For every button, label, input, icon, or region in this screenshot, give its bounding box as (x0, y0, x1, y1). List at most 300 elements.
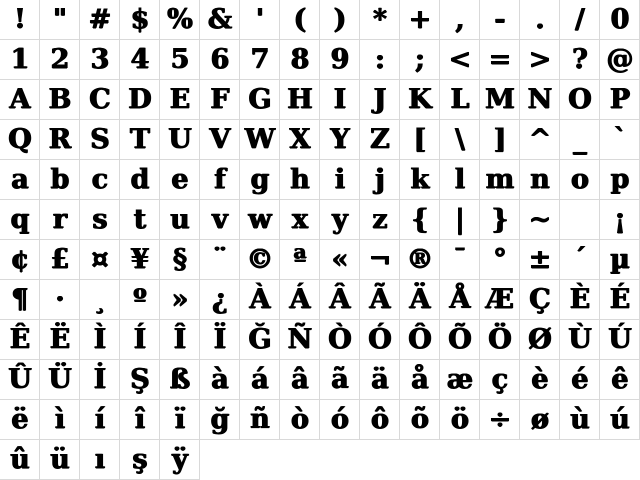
glyph-row (0, 40, 640, 80)
glyph-cell[interactable] (480, 0, 520, 40)
glyph-cell[interactable] (40, 400, 80, 440)
glyph-cell[interactable] (600, 200, 640, 240)
glyph-cell[interactable] (120, 80, 160, 120)
glyph-cell[interactable] (360, 200, 400, 240)
glyph-cell[interactable] (160, 160, 200, 200)
glyph-cell[interactable] (520, 320, 560, 360)
glyph: ¯ (453, 243, 466, 275)
glyph: X (289, 123, 310, 155)
glyph-cell[interactable] (440, 200, 480, 240)
glyph: ! (14, 3, 25, 35)
glyph-cell[interactable] (400, 400, 440, 440)
glyph: 8 (290, 43, 309, 75)
glyph: ï (174, 403, 185, 435)
glyph-row (0, 120, 640, 160)
glyph-cell[interactable] (360, 40, 400, 80)
glyph-cell[interactable] (360, 120, 400, 160)
glyph: ó (330, 403, 348, 435)
glyph-cell[interactable] (480, 40, 520, 80)
glyph-cell[interactable] (40, 280, 80, 320)
glyph-cell[interactable] (600, 400, 640, 440)
glyph-cell[interactable] (360, 320, 400, 360)
glyph-cell[interactable] (200, 280, 240, 320)
glyph: " (52, 3, 67, 35)
glyph: l (454, 163, 465, 195)
glyph: ì (54, 403, 65, 435)
glyph: p (610, 163, 629, 195)
glyph-cell[interactable] (440, 280, 480, 320)
glyph-cell[interactable] (80, 120, 120, 160)
glyph: æ (446, 363, 473, 395)
glyph: Ç (529, 283, 550, 315)
glyph-cell[interactable] (0, 240, 40, 280)
glyph-cell[interactable] (400, 120, 440, 160)
glyph-cell[interactable] (560, 200, 600, 240)
glyph: 4 (130, 43, 149, 75)
glyph-cell[interactable] (160, 320, 200, 360)
glyph-cell[interactable] (280, 240, 320, 280)
glyph-cell[interactable] (120, 120, 160, 160)
glyph: ÷ (488, 403, 511, 435)
glyph-cell[interactable] (320, 360, 360, 400)
glyph-cell[interactable] (320, 0, 360, 40)
glyph: ã (331, 363, 348, 395)
glyph: T (129, 123, 150, 155)
glyph-cell[interactable] (200, 360, 240, 400)
glyph-cell[interactable] (200, 0, 240, 40)
glyph-cell[interactable] (40, 320, 80, 360)
glyph: ; (415, 43, 424, 75)
glyph-cell[interactable] (480, 160, 520, 200)
glyph: · (55, 283, 64, 315)
glyph: ` (613, 123, 626, 155)
glyph: Q (8, 123, 31, 155)
glyph-cell[interactable] (160, 40, 200, 80)
glyph-cell[interactable] (400, 200, 440, 240)
glyph: M (485, 83, 514, 115)
glyph-cell[interactable] (400, 240, 440, 280)
glyph-cell[interactable] (480, 240, 520, 280)
glyph-cell[interactable] (560, 0, 600, 40)
glyph-cell[interactable] (480, 400, 520, 440)
glyph: g (250, 163, 269, 195)
glyph-cell[interactable] (320, 120, 360, 160)
glyph-cell[interactable] (160, 440, 200, 480)
glyph: Y (330, 123, 349, 155)
glyph-cell[interactable] (120, 440, 160, 480)
glyph-cell[interactable] (440, 80, 480, 120)
glyph-cell[interactable] (200, 320, 240, 360)
glyph: Ô (408, 323, 431, 355)
glyph-cell[interactable] (200, 40, 240, 80)
glyph: À (249, 283, 270, 315)
glyph: Ğ (248, 323, 271, 355)
glyph-cell[interactable] (560, 240, 600, 280)
glyph-row (0, 280, 640, 320)
glyph-cell[interactable] (280, 360, 320, 400)
glyph-cell[interactable] (0, 200, 40, 240)
glyph-cell[interactable] (360, 360, 400, 400)
glyph-cell[interactable] (440, 0, 480, 40)
glyph-cell[interactable] (0, 120, 40, 160)
glyph-cell[interactable] (120, 320, 160, 360)
glyph: x (291, 203, 308, 235)
glyph-cell[interactable] (160, 120, 200, 160)
glyph: 6 (210, 43, 229, 75)
glyph: 1 (10, 43, 29, 75)
glyph-cell[interactable] (440, 320, 480, 360)
glyph: Î (173, 323, 186, 355)
glyph-cell[interactable] (520, 160, 560, 200)
glyph: t (133, 203, 146, 235)
glyph-cell[interactable] (200, 120, 240, 160)
glyph-cell[interactable] (80, 160, 120, 200)
glyph: ) (333, 3, 346, 35)
glyph: » (171, 283, 188, 315)
glyph: İ (93, 363, 106, 395)
glyph-cell[interactable] (400, 160, 440, 200)
glyph: s (92, 203, 107, 235)
glyph-cell[interactable] (160, 200, 200, 240)
glyph-cell[interactable] (480, 280, 520, 320)
glyph-cell[interactable] (40, 40, 80, 80)
glyph-cell[interactable] (200, 160, 240, 200)
glyph: § (172, 243, 187, 275)
glyph: G (248, 83, 271, 115)
glyph-cell[interactable] (240, 160, 280, 200)
glyph: Ï (213, 323, 226, 355)
glyph: Ü (48, 363, 71, 395)
glyph-cell[interactable] (480, 120, 520, 160)
glyph-cell[interactable] (600, 160, 640, 200)
glyph-cell[interactable] (80, 280, 120, 320)
glyph-cell[interactable] (400, 360, 440, 400)
glyph-cell[interactable] (40, 360, 80, 400)
glyph: = (488, 43, 511, 75)
glyph: © (246, 243, 273, 275)
glyph-cell[interactable] (440, 400, 480, 440)
glyph: ¤ (91, 243, 108, 275)
glyph-cell[interactable] (0, 360, 40, 400)
glyph: Å (449, 283, 470, 315)
glyph: ª (293, 243, 306, 275)
glyph-cell[interactable] (160, 360, 200, 400)
glyph: 3 (90, 43, 109, 75)
glyph-cell[interactable] (280, 80, 320, 120)
glyph-cell[interactable] (600, 240, 640, 280)
glyph-cell[interactable] (80, 80, 120, 120)
glyph-cell[interactable] (600, 80, 640, 120)
glyph: | (455, 203, 464, 235)
glyph-cell[interactable] (320, 280, 360, 320)
glyph-row (0, 0, 640, 40)
glyph-cell[interactable] (200, 200, 240, 240)
glyph: ] (493, 123, 506, 155)
glyph-cell[interactable] (560, 320, 600, 360)
glyph-cell[interactable] (360, 240, 400, 280)
glyph-cell[interactable] (560, 40, 600, 80)
glyph: ô (370, 403, 388, 435)
glyph-cell[interactable] (40, 200, 80, 240)
glyph: B (48, 83, 71, 115)
glyph: C (89, 83, 110, 115)
glyph-cell[interactable] (40, 240, 80, 280)
glyph-cell[interactable] (240, 280, 280, 320)
glyph: Ó (368, 323, 391, 355)
glyph-cell[interactable] (520, 200, 560, 240)
glyph-cell[interactable] (120, 200, 160, 240)
glyph: k (410, 163, 429, 195)
glyph: Ø (528, 323, 551, 355)
glyph: û (10, 443, 29, 475)
glyph: ^ (528, 123, 551, 155)
glyph-cell[interactable] (520, 400, 560, 440)
glyph-cell[interactable] (40, 160, 80, 200)
glyph: Û (8, 363, 31, 395)
glyph: U (168, 123, 191, 155)
glyph-cell[interactable] (600, 0, 640, 40)
glyph: F (210, 83, 229, 115)
glyph-cell[interactable] (120, 240, 160, 280)
glyph-cell[interactable] (0, 0, 40, 40)
glyph-cell[interactable] (560, 160, 600, 200)
glyph: 2 (50, 43, 69, 75)
glyph-cell[interactable] (360, 80, 400, 120)
glyph: ¬ (368, 243, 391, 275)
glyph-cell[interactable] (120, 160, 160, 200)
glyph-cell[interactable] (280, 320, 320, 360)
glyph-cell[interactable] (520, 0, 560, 40)
glyph: Á (289, 283, 310, 315)
glyph-cell[interactable] (120, 280, 160, 320)
glyph-cell[interactable] (40, 0, 80, 40)
glyph-cell[interactable] (160, 0, 200, 40)
glyph: 5 (170, 43, 189, 75)
glyph-cell[interactable] (240, 400, 280, 440)
glyph-cell[interactable] (320, 80, 360, 120)
glyph: o (570, 163, 588, 195)
glyph-cell[interactable] (480, 360, 520, 400)
glyph-cell[interactable] (600, 40, 640, 80)
glyph-cell[interactable] (0, 280, 40, 320)
glyph-cell[interactable] (160, 280, 200, 320)
glyph: S (90, 123, 109, 155)
glyph: 9 (330, 43, 349, 75)
glyph-cell[interactable] (440, 240, 480, 280)
glyph-cell[interactable] (0, 80, 40, 120)
glyph: « (331, 243, 348, 275)
glyph: > (528, 43, 551, 75)
glyph-cell[interactable] (240, 240, 280, 280)
glyph-cell[interactable] (400, 320, 440, 360)
glyph: m (485, 163, 514, 195)
glyph-cell[interactable] (320, 320, 360, 360)
glyph-cell[interactable] (80, 40, 120, 80)
glyph-cell[interactable] (280, 200, 320, 240)
glyph-cell[interactable] (400, 40, 440, 80)
glyph: ¨ (213, 243, 226, 275)
glyph-cell[interactable] (560, 360, 600, 400)
glyph: y (332, 203, 347, 235)
glyph: Ë (49, 323, 70, 355)
glyph: L (450, 83, 469, 115)
glyph-cell[interactable] (80, 400, 120, 440)
glyph-cell[interactable] (120, 400, 160, 440)
glyph-cell[interactable] (600, 360, 640, 400)
glyph: ë (11, 403, 28, 435)
glyph: N (527, 83, 552, 115)
glyph-cell[interactable] (240, 360, 280, 400)
glyph-cell[interactable] (120, 0, 160, 40)
glyph: Ì (93, 323, 106, 355)
glyph-cell[interactable] (80, 240, 120, 280)
glyph: H (287, 83, 312, 115)
glyph-cell[interactable] (560, 80, 600, 120)
glyph-cell[interactable] (560, 280, 600, 320)
glyph: d (130, 163, 149, 195)
glyph-cell[interactable] (80, 440, 120, 480)
glyph-cell[interactable] (280, 160, 320, 200)
glyph: Z (370, 123, 389, 155)
glyph: ä (371, 363, 388, 395)
glyph-cell[interactable] (320, 200, 360, 240)
glyph-row (0, 240, 640, 280)
glyph-cell[interactable] (400, 80, 440, 120)
glyph-cell[interactable] (480, 200, 520, 240)
glyph-row (0, 440, 640, 480)
glyph-cell[interactable] (400, 0, 440, 40)
glyph-cell[interactable] (600, 120, 640, 160)
glyph-row (0, 200, 640, 240)
glyph-cell[interactable] (360, 280, 400, 320)
glyph-cell[interactable] (0, 320, 40, 360)
glyph-cell[interactable] (40, 440, 80, 480)
glyph-cell[interactable] (600, 320, 640, 360)
glyph-cell[interactable] (560, 400, 600, 440)
glyph-cell[interactable] (240, 0, 280, 40)
glyph-cell[interactable] (160, 400, 200, 440)
glyph-cell[interactable] (520, 360, 560, 400)
glyph: K (408, 83, 431, 115)
glyph: ı (94, 443, 105, 475)
glyph-cell[interactable] (360, 160, 400, 200)
glyph-cell[interactable] (360, 0, 400, 40)
glyph: e (171, 163, 188, 195)
glyph-cell[interactable] (280, 400, 320, 440)
glyph-cell[interactable] (360, 400, 400, 440)
glyph-cell[interactable] (200, 400, 240, 440)
glyph: b (50, 163, 69, 195)
glyph-cell[interactable] (440, 360, 480, 400)
glyph-cell[interactable] (480, 320, 520, 360)
glyph-cell[interactable] (320, 240, 360, 280)
glyph: É (609, 283, 630, 315)
glyph-cell[interactable] (520, 40, 560, 80)
glyph: W (244, 123, 275, 155)
glyph-cell[interactable] (200, 80, 240, 120)
glyph-cell[interactable] (520, 280, 560, 320)
glyph-cell[interactable] (0, 400, 40, 440)
glyph-cell[interactable] (160, 240, 200, 280)
glyph-row (0, 320, 640, 360)
glyph: Ñ (287, 323, 312, 355)
glyph: ¥ (130, 243, 149, 275)
glyph: n (530, 163, 549, 195)
glyph: I (333, 83, 346, 115)
glyph-cell[interactable] (600, 280, 640, 320)
glyph-cell[interactable] (80, 360, 120, 400)
glyph-cell[interactable] (160, 80, 200, 120)
glyph-cell[interactable] (560, 120, 600, 160)
glyph-cell[interactable] (240, 320, 280, 360)
glyph-cell[interactable] (280, 0, 320, 40)
glyph: { (411, 203, 428, 235)
glyph-cell[interactable] (240, 120, 280, 160)
glyph: r (52, 203, 67, 235)
glyph-row (0, 80, 640, 120)
glyph-cell[interactable] (80, 0, 120, 40)
glyph-cell[interactable] (520, 80, 560, 120)
glyph-cell[interactable] (440, 40, 480, 80)
glyph: Ú (608, 323, 631, 355)
glyph-cell[interactable] (440, 160, 480, 200)
glyph-cell[interactable] (520, 240, 560, 280)
glyph-cell[interactable] (320, 160, 360, 200)
glyph-cell[interactable] (240, 40, 280, 80)
glyph: z (372, 203, 387, 235)
glyph-cell[interactable] (400, 280, 440, 320)
glyph-cell[interactable] (40, 80, 80, 120)
glyph-cell[interactable] (320, 400, 360, 440)
glyph-cell[interactable] (0, 440, 40, 480)
glyph-cell[interactable] (440, 120, 480, 160)
glyph: v (212, 203, 227, 235)
glyph: Â (329, 283, 350, 315)
glyph-cell[interactable] (240, 200, 280, 240)
glyph: Ù (568, 323, 591, 355)
glyph-cell[interactable] (320, 40, 360, 80)
glyph: \ (455, 123, 464, 155)
glyph: â (291, 363, 308, 395)
glyph-cell[interactable] (120, 40, 160, 80)
glyph-cell[interactable] (480, 80, 520, 120)
glyph-cell[interactable] (240, 80, 280, 120)
glyph: c (91, 163, 108, 195)
glyph-cell[interactable] (0, 40, 40, 80)
glyph: è (531, 363, 548, 395)
glyph-cell[interactable] (40, 120, 80, 160)
glyph-cell[interactable] (0, 160, 40, 200)
glyph: ø (530, 403, 548, 435)
glyph-cell[interactable] (280, 120, 320, 160)
glyph: Ê (9, 323, 30, 355)
glyph: å (411, 363, 428, 395)
glyph-cell[interactable] (280, 40, 320, 80)
glyph-cell[interactable] (280, 280, 320, 320)
glyph: ¶ (11, 283, 28, 315)
glyph: £ (50, 243, 69, 275)
glyph-cell[interactable] (520, 120, 560, 160)
glyph-cell[interactable] (80, 320, 120, 360)
glyph-cell[interactable] (80, 200, 120, 240)
glyph: ¿ (212, 283, 227, 315)
glyph: é (571, 363, 588, 395)
glyph: ´ (573, 243, 586, 275)
glyph: J (373, 83, 386, 115)
glyph: < (448, 43, 471, 75)
glyph-cell[interactable] (200, 240, 240, 280)
glyph-cell[interactable] (120, 360, 160, 400)
